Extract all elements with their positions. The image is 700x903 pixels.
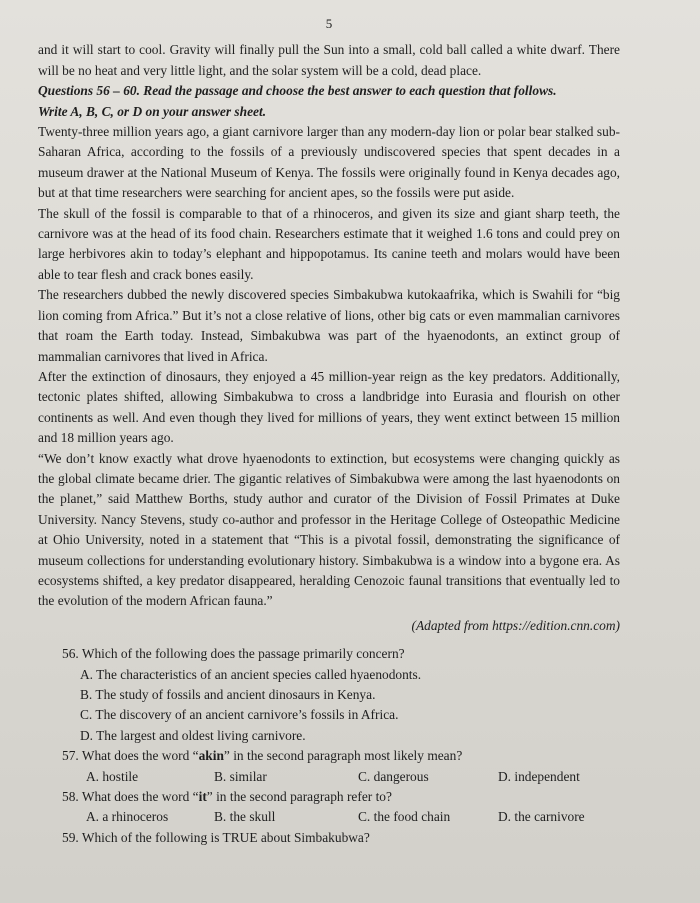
question-58-options (38, 807, 620, 827)
question-58-keyword: it (198, 789, 207, 805)
question-58-option-d: D. the carnivore (498, 809, 585, 825)
question-57-option-b: B. similar (214, 768, 267, 784)
question-57-stem-before: 57. What does the word “ (62, 748, 199, 764)
question-57-option-a: A. hostile (86, 768, 139, 784)
question-56-option-d: D. The largest and oldest living carnivore. (80, 727, 306, 743)
question-56-option-b: B. The study of fossils and ancient dinosaurs in Kenya. (80, 687, 376, 702)
source-citation: (Adapted from https://edition.cnn.com) (411, 617, 620, 633)
question-58-option-c: C. the food chain (358, 809, 451, 825)
question-57-option-d: D. independent (498, 768, 580, 784)
intro-paragraph: and it will start to cool. Gravity will finally pull the Sun into a small, cold ball called a white dwarf. There will be no heat and very little light, and the solar system will be a cold, dead place. (38, 42, 620, 78)
passage-paragraph-2: The skull of the fossil is comparable to that of a rhinoceros, and given its size and giant sharp teeth, the carnivore was at the head of its food chain. Researchers estimate that it weighed 1.6 tons and could prey on large herbivores akin to today’s elephant and hippopotamus. Its canine teeth and molars would have been able to tear flesh and crack bones easily. (38, 205, 620, 282)
passage-paragraph-4: After the extinction of dinosaurs, they enjoyed a 45 million-year reign as the key predators. Additionally, tectonic plates shifted, allowing Simbakubwa to cross a landbridge into Eurasia and flourish on other continents as well. And even though they lived for millions of years, they went extinct between 15 million and 18 million years ago. (38, 368, 620, 446)
question-57-stem (38, 746, 620, 766)
page-number: 5 (325, 16, 333, 31)
question-58-stem (38, 787, 620, 807)
instructions-line-1: Questions 56 – 60. Read the passage and choose the best answer to each question that follows. (38, 83, 557, 99)
question-58-stem-after: ” in the second paragraph refer to? (206, 789, 392, 805)
question-57-stem-after: ” in the second paragraph most likely mean? (223, 748, 463, 764)
passage-paragraph-3: The researchers dubbed the newly discovered species Simbakubwa kutokaafrika, which is Swahili for “big lion coming from Africa.” But it’s not a close relative of lions, other big cats or even mammalian carnivores that roam the Earth today. Instead, Simbakubwa was part of the hyaenodonts, an extinct group of mammalian carnivores that lived in Africa. (38, 287, 620, 364)
question-56-option-c: C. The discovery of an ancient carnivore’s fossils in Africa. (80, 707, 399, 723)
question-58-option-a: A. a rhinoceros (86, 809, 169, 825)
passage-paragraph-1: Twenty-three million years ago, a giant carnivore larger than any modern-day lion or polar bear stalked sub-Saharan Africa, according to the fossils of a previously undiscovered species that spent decades in a museum drawer at the National Museum of Kenya. The fossils were originally found in Kenya decades ago, but at that time researchers were searching for ancient apes, so the fossils were put aside. (38, 124, 620, 201)
question-57-options (38, 767, 620, 787)
question-56-option-a: A. The characteristics of an ancient species called hyaenodonts. (80, 666, 422, 682)
instructions-line-2: Write A, B, C, or D on your answer sheet. (38, 103, 267, 119)
question-59-stem: 59. Which of the following is TRUE about Simbakubwa? (62, 829, 370, 845)
passage-paragraph-5: “We don’t know exactly what drove hyaenodonts to extinction, but ecosystems were changing quickly as the global climate became drier. The gigantic relatives of Simbakubwa were among the last hyaenodonts on the planet,” said Matthew Borths, study author and curator of the Division of Fossil Primates at Duke University. Nancy Stevens, study co-author and professor in the Heritage College of Osteopathic Medicine at Ohio University, noted in a statement that “This is a pivotal fossil, demonstrating the significance of museum collections for understanding evolutionary history. Simbakubwa is a window into a bygone era. As ecosystems shifted, a key predator disappeared, heralding Cenozoic faunal transitions that eventually led to the evolution of the modern African fauna.” (38, 450, 620, 609)
question-58-option-b: B. the skull (214, 809, 276, 825)
question-58-stem-before: 58. What does the word “ (62, 789, 199, 805)
question-57-keyword: akin (198, 748, 224, 764)
question-56-stem: 56. Which of the following does the passage primarily concern? (62, 646, 405, 662)
question-57-option-c: C. dangerous (358, 768, 429, 784)
